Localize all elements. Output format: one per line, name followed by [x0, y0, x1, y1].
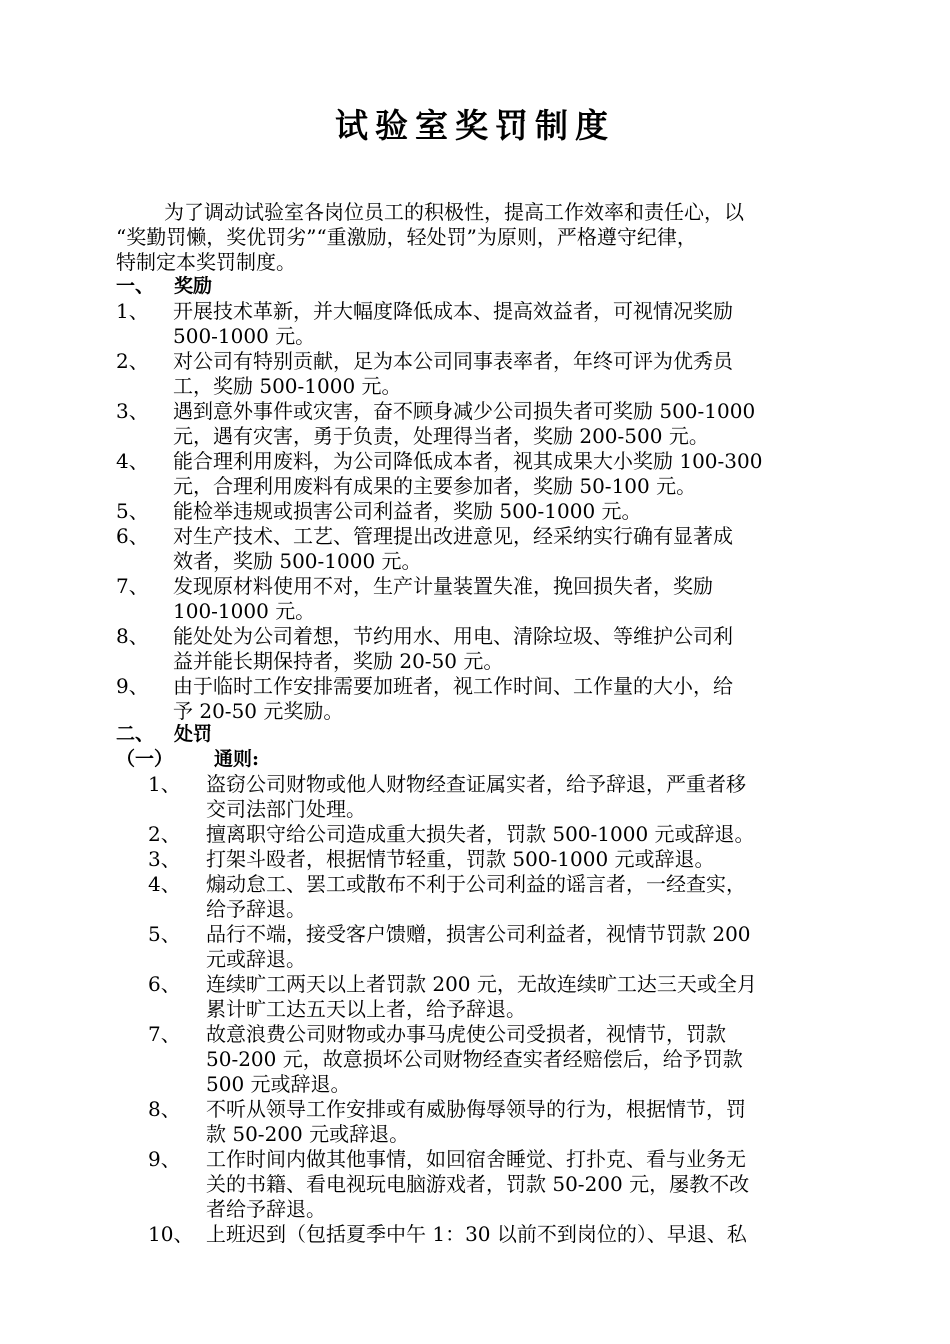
section-label: 奖励 [174, 275, 213, 297]
intro-paragraph [116, 200, 862, 275]
section-number: 一、 [116, 275, 155, 297]
item-text-line: 100-1000 元。 [173, 599, 316, 623]
item-text-line: 不听从领导工作安排或有威胁侮辱领导的行为，根据情节，罚 [206, 1097, 746, 1121]
item-number: 1、 [148, 772, 181, 796]
item-text-line: 元或辞退。 [206, 947, 306, 971]
item-text-line: 打架斗殴者，根据情节轻重，罚款 500-1000 元或辞退。 [206, 847, 715, 871]
item-number: 9、 [116, 674, 149, 698]
item-text-line: 开展技术革新，并大幅度降低成本、提高效益者，可视情况奖励 [173, 299, 733, 323]
list-item [116, 674, 862, 724]
item-number: 3、 [148, 847, 181, 871]
item-text-line: 款 50-200 元或辞退。 [206, 1122, 410, 1146]
item-text-line: 500-1000 元。 [173, 324, 316, 348]
item-text-line: 盗窃公司财物或他人财物经查证属实者，给予辞退，严重者移 [206, 772, 746, 796]
item-text-line: 煽动怠工、罢工或散布不利于公司利益的谣言者，一经查实， [206, 872, 746, 896]
item-text-line: 益并能长期保持者，奖励 20-50 元。 [173, 649, 504, 673]
item-number: 5、 [148, 922, 181, 946]
list-item [116, 524, 862, 574]
item-text-line: 由于临时工作安排需要加班者，视工作时间、工作量的大小，给 [173, 674, 733, 698]
item-text-line: 予 20-50 元奖励。 [173, 699, 344, 723]
list-item [116, 299, 862, 349]
section-number: 二、 [116, 723, 155, 745]
item-number: 8、 [148, 1097, 181, 1121]
item-number: 7、 [116, 574, 149, 598]
item-text-line: 对公司有特别贡献，足为本公司同事表率者，年终可评为优秀员 [173, 349, 733, 373]
list-item [148, 1097, 862, 1147]
item-number: 4、 [148, 872, 181, 896]
item-text-line: 效者，奖励 500-1000 元。 [173, 549, 422, 573]
intro-line: 特制定本奖罚制度。 [116, 250, 296, 274]
item-number: 8、 [116, 624, 149, 648]
list-item [148, 922, 862, 972]
item-text-line: 给予辞退。 [206, 897, 306, 921]
section-label: 处罚 [174, 723, 213, 745]
list-item [116, 499, 862, 524]
list-item [148, 1147, 862, 1222]
item-number: 7、 [148, 1022, 181, 1046]
list-item [148, 1222, 862, 1247]
list-item [148, 1022, 862, 1097]
item-text-line: 累计旷工达五天以上者，给予辞退。 [206, 997, 526, 1021]
item-text-line: 连续旷工两天以上者罚款 200 元，无故连续旷工达三天或全月 [206, 972, 757, 996]
item-text-line: 工，奖励 500-1000 元。 [173, 374, 402, 398]
item-text-line: 工作时间内做其他事情，如回宿舍睡觉、打扑克、看与业务无 [206, 1147, 746, 1171]
item-text-line: 500 元或辞退。 [206, 1072, 351, 1096]
item-number: 6、 [148, 972, 181, 996]
item-number: 5、 [116, 499, 149, 523]
subsection-label: 通则: [214, 748, 260, 770]
item-text-line: 上班迟到（包括夏季中午 1：30 以前不到岗位的）、早退、私 [206, 1222, 747, 1246]
item-text-line: 发现原材料使用不对，生产计量装置失准，挽回损失者，奖励 [173, 574, 713, 598]
list-item [116, 574, 862, 624]
item-number: 6、 [116, 524, 149, 548]
item-text-line: 品行不端，接受客户馈赠，损害公司利益者，视情节罚款 200 [206, 922, 751, 946]
intro-line: 为了调动试验室各岗位员工的积极性，提高工作效率和责任心，以 [164, 200, 744, 224]
item-text-line: 者给予辞退。 [206, 1197, 326, 1221]
item-text-line: 元，遇有灾害，勇于负责，处理得当者，奖励 200-500 元。 [173, 424, 709, 448]
item-text-line: 擅离职守给公司造成重大损失者，罚款 500-1000 元或辞退。 [206, 822, 755, 846]
list-item [148, 872, 862, 922]
item-text-line: 50-200 元，故意损坏公司财物经查实者经赔偿后，给予罚款 [206, 1047, 743, 1071]
list-item [116, 624, 862, 674]
item-text-line: 遇到意外事件或灾害，奋不顾身减少公司损失者可奖励 500-1000 [173, 399, 756, 423]
item-text-line: 元，合理利用废料有成果的主要参加者，奖励 50-100 元。 [173, 474, 697, 498]
list-item [116, 349, 862, 399]
list-item [116, 449, 862, 499]
item-text-line: 交司法部门处理。 [206, 797, 366, 821]
item-number: 4、 [116, 449, 149, 473]
intro-line: “奖勤罚懒，奖优罚劣”“重激励，轻处罚”为原则，严格遵守纪律， [116, 225, 697, 249]
item-number: 3、 [116, 399, 149, 423]
item-text-line: 能检举违规或损害公司利益者，奖励 500-1000 元。 [173, 499, 642, 523]
item-number: 2、 [148, 822, 181, 846]
document-title: 试验室奖罚制度 [335, 106, 615, 145]
item-number: 10、 [148, 1222, 194, 1246]
list-item [116, 399, 862, 449]
item-text-line: 能合理利用废料，为公司降低成本者，视其成果大小奖励 100-300 [173, 449, 763, 473]
subsection-heading-general [116, 747, 259, 772]
list-item [148, 822, 862, 847]
item-text-line: 能处处为公司着想，节约用水、用电、清除垃圾、等维护公司利 [173, 624, 733, 648]
list-item [148, 972, 862, 1022]
list-item [148, 772, 862, 822]
item-number: 1、 [116, 299, 149, 323]
list-item [148, 847, 862, 872]
section-heading-rewards [116, 274, 212, 299]
item-number: 2、 [116, 349, 149, 373]
subsection-number: （一） [116, 748, 174, 770]
item-text-line: 对生产技术、工艺、管理提出改进意见，经采纳实行确有显著成 [173, 524, 733, 548]
item-text-line: 故意浪费公司财物或办事马虎使公司受损者，视情节，罚款 [206, 1022, 726, 1046]
section-heading-penalties [116, 722, 212, 747]
item-number: 9、 [148, 1147, 181, 1171]
item-text-line: 关的书籍、看电视玩电脑游戏者，罚款 50-200 元，屡教不改 [206, 1172, 750, 1196]
